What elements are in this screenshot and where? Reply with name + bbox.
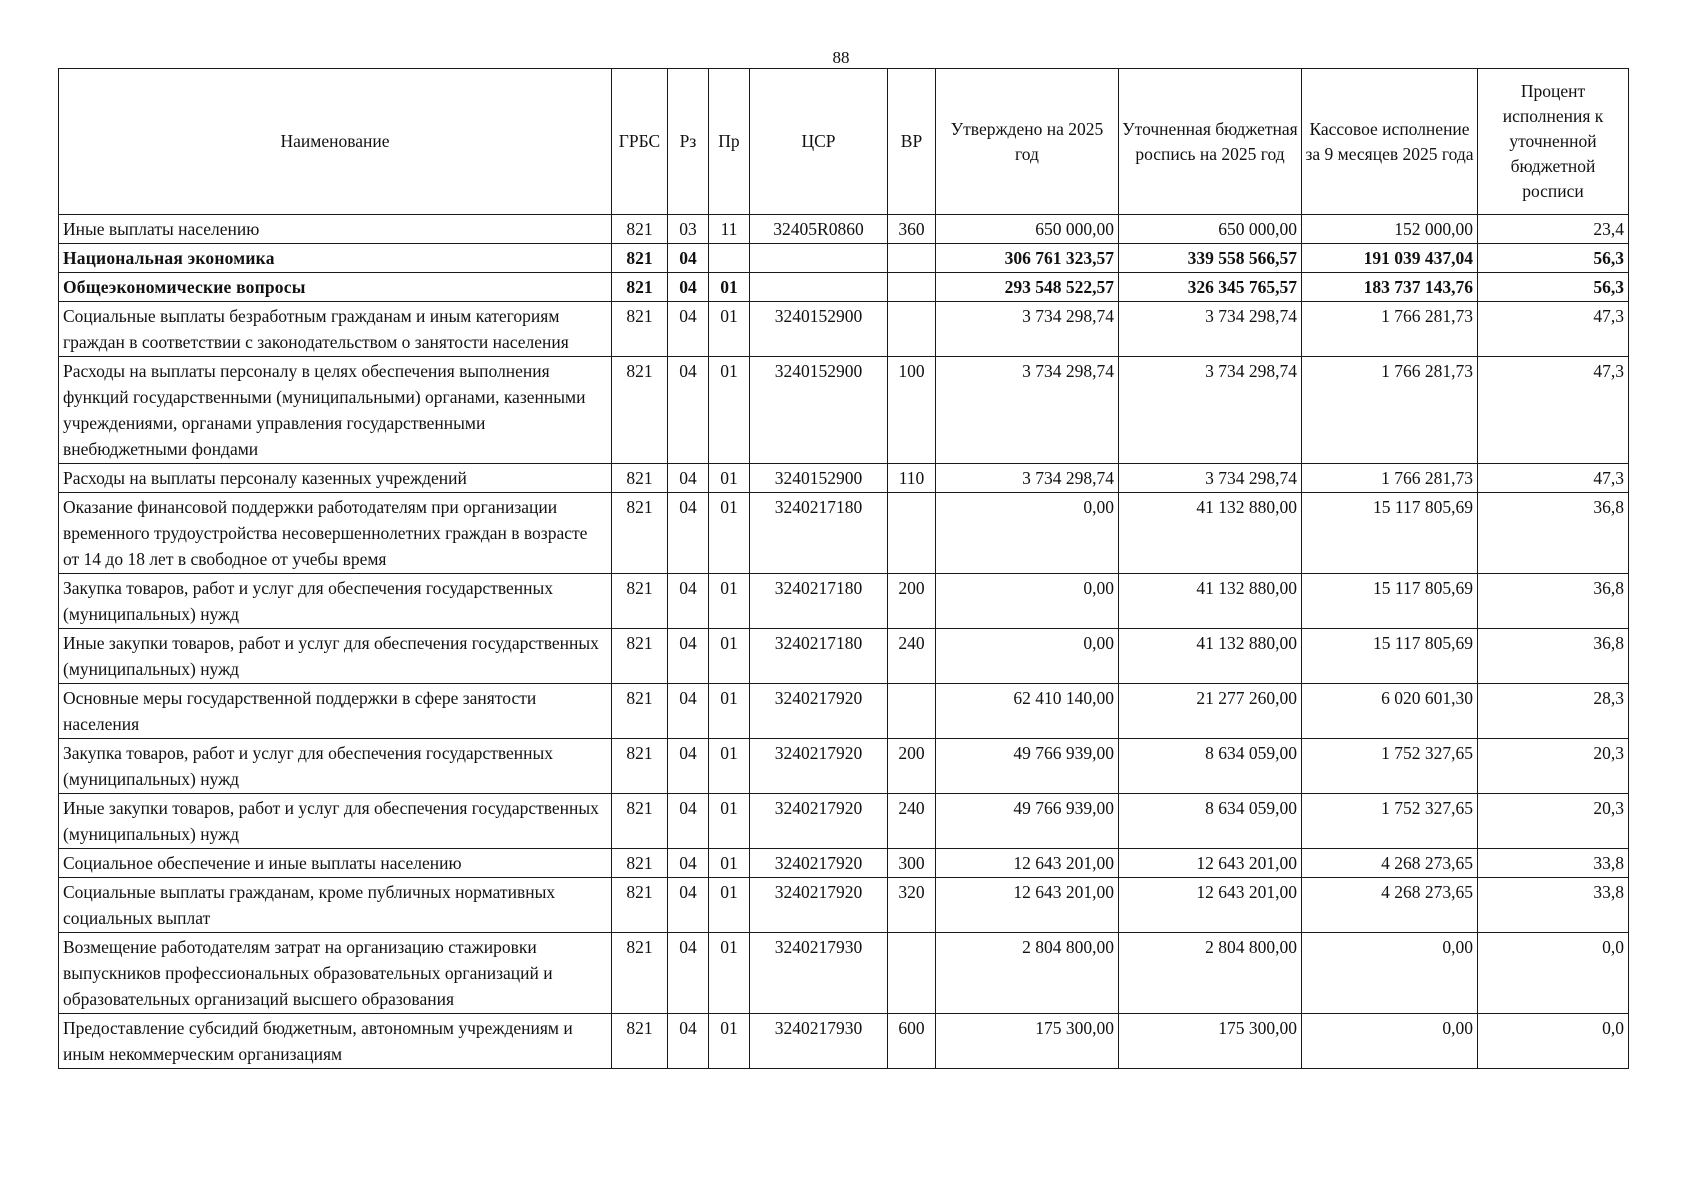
cell-vr: [888, 493, 936, 574]
cell-pr: 01: [709, 878, 750, 933]
cell-percent: 56,3: [1478, 273, 1629, 302]
table-row: [59, 244, 1629, 273]
cell-rz: 04: [668, 794, 709, 849]
cell-approved: 650 000,00: [936, 215, 1119, 244]
cell-name: Социальные выплаты безработным гражданам и иным категориям граждан в соответствии с законодательством о занятости населения: [59, 302, 612, 357]
cell-percent: 20,3: [1478, 739, 1629, 794]
cell-revised: 326 345 765,57: [1119, 273, 1302, 302]
cell-rz: 04: [668, 849, 709, 878]
header-revised: Уточненная бюджетная роспись на 2025 год: [1119, 69, 1302, 215]
cell-approved: 2 804 800,00: [936, 933, 1119, 1014]
cell-pr: 01: [709, 684, 750, 739]
cell-pr: 01: [709, 273, 750, 302]
table-row: [59, 794, 1629, 849]
cell-rz: 04: [668, 1014, 709, 1069]
cell-name: Оказание финансовой поддержки работодателям при организации временного трудоустройства несовершеннолетних граждан в возрасте от 14 до 18 лет в свободное от учебы время: [59, 493, 612, 574]
cell-csr: [750, 273, 888, 302]
page-number: 88: [832, 48, 850, 67]
cell-approved: 0,00: [936, 629, 1119, 684]
cell-pr: 01: [709, 849, 750, 878]
cell-grbs: 821: [612, 464, 668, 493]
cell-pr: 01: [709, 629, 750, 684]
cell-rz: 04: [668, 878, 709, 933]
cell-grbs: 821: [612, 684, 668, 739]
cell-revised: 41 132 880,00: [1119, 493, 1302, 574]
cell-percent: 47,3: [1478, 302, 1629, 357]
cell-approved: 0,00: [936, 493, 1119, 574]
cell-vr: 110: [888, 464, 936, 493]
cell-rz: 03: [668, 215, 709, 244]
cell-executed: 1 752 327,65: [1302, 739, 1478, 794]
cell-approved: 306 761 323,57: [936, 244, 1119, 273]
cell-executed: 1 766 281,73: [1302, 357, 1478, 464]
cell-revised: 3 734 298,74: [1119, 302, 1302, 357]
table-row: [59, 684, 1629, 739]
cell-name: Общеэкономические вопросы: [59, 273, 612, 302]
cell-percent: 23,4: [1478, 215, 1629, 244]
cell-executed: 6 020 601,30: [1302, 684, 1478, 739]
cell-percent: 36,8: [1478, 493, 1629, 574]
cell-vr: 300: [888, 849, 936, 878]
cell-grbs: 821: [612, 357, 668, 464]
cell-csr: 3240217180: [750, 493, 888, 574]
cell-vr: 360: [888, 215, 936, 244]
cell-vr: 240: [888, 794, 936, 849]
cell-approved: 175 300,00: [936, 1014, 1119, 1069]
cell-revised: 339 558 566,57: [1119, 244, 1302, 273]
cell-name: Расходы на выплаты персоналу казенных учреждений: [59, 464, 612, 493]
cell-grbs: 821: [612, 739, 668, 794]
cell-percent: 56,3: [1478, 244, 1629, 273]
cell-csr: 3240217180: [750, 629, 888, 684]
table-row: [59, 215, 1629, 244]
cell-pr: 01: [709, 493, 750, 574]
cell-approved: 49 766 939,00: [936, 794, 1119, 849]
table-row: [59, 878, 1629, 933]
cell-approved: 3 734 298,74: [936, 302, 1119, 357]
header-approved: Утверждено на 2025 год: [936, 69, 1119, 215]
cell-pr: 01: [709, 464, 750, 493]
cell-rz: 04: [668, 739, 709, 794]
cell-executed: 0,00: [1302, 933, 1478, 1014]
cell-executed: 1 766 281,73: [1302, 464, 1478, 493]
cell-executed: 183 737 143,76: [1302, 273, 1478, 302]
table-row: [59, 739, 1629, 794]
cell-executed: 4 268 273,65: [1302, 849, 1478, 878]
cell-revised: 2 804 800,00: [1119, 933, 1302, 1014]
cell-name: Закупка товаров, работ и услуг для обеспечения государственных (муниципальных) нужд: [59, 739, 612, 794]
cell-percent: 20,3: [1478, 794, 1629, 849]
cell-revised: 41 132 880,00: [1119, 629, 1302, 684]
cell-revised: 12 643 201,00: [1119, 849, 1302, 878]
cell-grbs: 821: [612, 244, 668, 273]
cell-executed: 191 039 437,04: [1302, 244, 1478, 273]
cell-rz: 04: [668, 302, 709, 357]
cell-csr: 3240217930: [750, 933, 888, 1014]
cell-vr: 600: [888, 1014, 936, 1069]
cell-executed: 15 117 805,69: [1302, 493, 1478, 574]
cell-percent: 0,0: [1478, 933, 1629, 1014]
header-rz: Рз: [668, 69, 709, 215]
cell-executed: 0,00: [1302, 1014, 1478, 1069]
cell-name: Иные закупки товаров, работ и услуг для обеспечения государственных (муниципальных) нужд: [59, 794, 612, 849]
cell-name: Социальные выплаты гражданам, кроме публичных нормативных социальных выплат: [59, 878, 612, 933]
header-name: Наименование: [59, 69, 612, 215]
cell-pr: 01: [709, 794, 750, 849]
cell-revised: 8 634 059,00: [1119, 794, 1302, 849]
cell-vr: [888, 933, 936, 1014]
cell-percent: 36,8: [1478, 574, 1629, 629]
cell-approved: 293 548 522,57: [936, 273, 1119, 302]
cell-grbs: 821: [612, 574, 668, 629]
cell-revised: 21 277 260,00: [1119, 684, 1302, 739]
header-row: [59, 69, 1629, 215]
table-row: [59, 1014, 1629, 1069]
cell-grbs: 821: [612, 878, 668, 933]
cell-vr: 200: [888, 739, 936, 794]
cell-pr: 01: [709, 302, 750, 357]
cell-percent: 47,3: [1478, 464, 1629, 493]
cell-percent: 28,3: [1478, 684, 1629, 739]
cell-vr: [888, 684, 936, 739]
cell-rz: 04: [668, 357, 709, 464]
cell-approved: 12 643 201,00: [936, 878, 1119, 933]
cell-executed: 1 766 281,73: [1302, 302, 1478, 357]
cell-rz: 04: [668, 273, 709, 302]
cell-percent: 36,8: [1478, 629, 1629, 684]
cell-pr: 01: [709, 574, 750, 629]
cell-pr: 01: [709, 933, 750, 1014]
cell-vr: 200: [888, 574, 936, 629]
table-body: [59, 215, 1629, 1069]
cell-csr: 3240217180: [750, 574, 888, 629]
cell-grbs: 821: [612, 273, 668, 302]
cell-vr: 100: [888, 357, 936, 464]
cell-name: Иные закупки товаров, работ и услуг для обеспечения государственных (муниципальных) нужд: [59, 629, 612, 684]
cell-executed: 4 268 273,65: [1302, 878, 1478, 933]
cell-executed: 15 117 805,69: [1302, 574, 1478, 629]
cell-pr: [709, 244, 750, 273]
table-row: [59, 849, 1629, 878]
cell-approved: 3 734 298,74: [936, 357, 1119, 464]
cell-csr: 3240217930: [750, 1014, 888, 1069]
cell-csr: 3240217920: [750, 794, 888, 849]
cell-grbs: 821: [612, 933, 668, 1014]
cell-approved: 3 734 298,74: [936, 464, 1119, 493]
cell-name: Социальное обеспечение и иные выплаты населению: [59, 849, 612, 878]
cell-rz: 04: [668, 629, 709, 684]
cell-csr: 3240152900: [750, 464, 888, 493]
cell-grbs: 821: [612, 794, 668, 849]
cell-percent: 0,0: [1478, 1014, 1629, 1069]
cell-csr: [750, 244, 888, 273]
cell-approved: 62 410 140,00: [936, 684, 1119, 739]
cell-pr: 11: [709, 215, 750, 244]
cell-csr: 3240152900: [750, 357, 888, 464]
cell-approved: 0,00: [936, 574, 1119, 629]
cell-name: Национальная экономика: [59, 244, 612, 273]
header-executed: Кассовое исполнение за 9 месяцев 2025 года: [1302, 69, 1478, 215]
cell-csr: 3240217920: [750, 739, 888, 794]
cell-pr: 01: [709, 1014, 750, 1069]
table-row: [59, 302, 1629, 357]
cell-csr: 32405R0860: [750, 215, 888, 244]
cell-percent: 47,3: [1478, 357, 1629, 464]
cell-name: Основные меры государственной поддержки в сфере занятости населения: [59, 684, 612, 739]
cell-csr: 3240217920: [750, 849, 888, 878]
cell-vr: [888, 273, 936, 302]
cell-percent: 33,8: [1478, 878, 1629, 933]
cell-csr: 3240217920: [750, 878, 888, 933]
budget-execution-table: [58, 68, 1629, 1069]
cell-revised: 175 300,00: [1119, 1014, 1302, 1069]
cell-rz: 04: [668, 244, 709, 273]
cell-rz: 04: [668, 493, 709, 574]
table-row: [59, 464, 1629, 493]
cell-percent: 33,8: [1478, 849, 1629, 878]
cell-name: Возмещение работодателям затрат на организацию стажировки выпускников профессиональных образовательных организаций и образовательных организаций высшего образования: [59, 933, 612, 1014]
cell-approved: 12 643 201,00: [936, 849, 1119, 878]
header-csr: ЦСР: [750, 69, 888, 215]
cell-grbs: 821: [612, 849, 668, 878]
cell-csr: 3240217920: [750, 684, 888, 739]
header-grbs: ГРБС: [612, 69, 668, 215]
cell-name: Расходы на выплаты персоналу в целях обеспечения выполнения функций государственными (муниципальными) органами, казенными учреждениями, органами управления государственными внебюджетными фондами: [59, 357, 612, 464]
table-row: [59, 357, 1629, 464]
cell-name: Закупка товаров, работ и услуг для обеспечения государственных (муниципальных) нужд: [59, 574, 612, 629]
cell-grbs: 821: [612, 302, 668, 357]
cell-revised: 650 000,00: [1119, 215, 1302, 244]
cell-revised: 12 643 201,00: [1119, 878, 1302, 933]
cell-csr: 3240152900: [750, 302, 888, 357]
cell-grbs: 821: [612, 215, 668, 244]
cell-executed: 15 117 805,69: [1302, 629, 1478, 684]
cell-revised: 8 634 059,00: [1119, 739, 1302, 794]
table-row: [59, 933, 1629, 1014]
cell-rz: 04: [668, 684, 709, 739]
header-pr: Пр: [709, 69, 750, 215]
cell-approved: 49 766 939,00: [936, 739, 1119, 794]
cell-rz: 04: [668, 574, 709, 629]
cell-revised: 3 734 298,74: [1119, 357, 1302, 464]
cell-name: Предоставление субсидий бюджетным, автономным учреждениям и иным некоммерческим организациям: [59, 1014, 612, 1069]
cell-executed: 1 752 327,65: [1302, 794, 1478, 849]
table-row: [59, 273, 1629, 302]
table-row: [59, 574, 1629, 629]
cell-rz: 04: [668, 933, 709, 1014]
table-row: [59, 493, 1629, 574]
cell-grbs: 821: [612, 493, 668, 574]
header-vr: ВР: [888, 69, 936, 215]
cell-vr: 240: [888, 629, 936, 684]
cell-vr: [888, 302, 936, 357]
cell-grbs: 821: [612, 629, 668, 684]
cell-pr: 01: [709, 357, 750, 464]
cell-executed: 152 000,00: [1302, 215, 1478, 244]
cell-rz: 04: [668, 464, 709, 493]
table-row: [59, 629, 1629, 684]
cell-vr: 320: [888, 878, 936, 933]
cell-revised: 3 734 298,74: [1119, 464, 1302, 493]
cell-grbs: 821: [612, 1014, 668, 1069]
header-percent: Процент исполнения к уточненной бюджетной росписи: [1478, 69, 1629, 215]
cell-vr: [888, 244, 936, 273]
cell-pr: 01: [709, 739, 750, 794]
cell-name: Иные выплаты населению: [59, 215, 612, 244]
cell-revised: 41 132 880,00: [1119, 574, 1302, 629]
